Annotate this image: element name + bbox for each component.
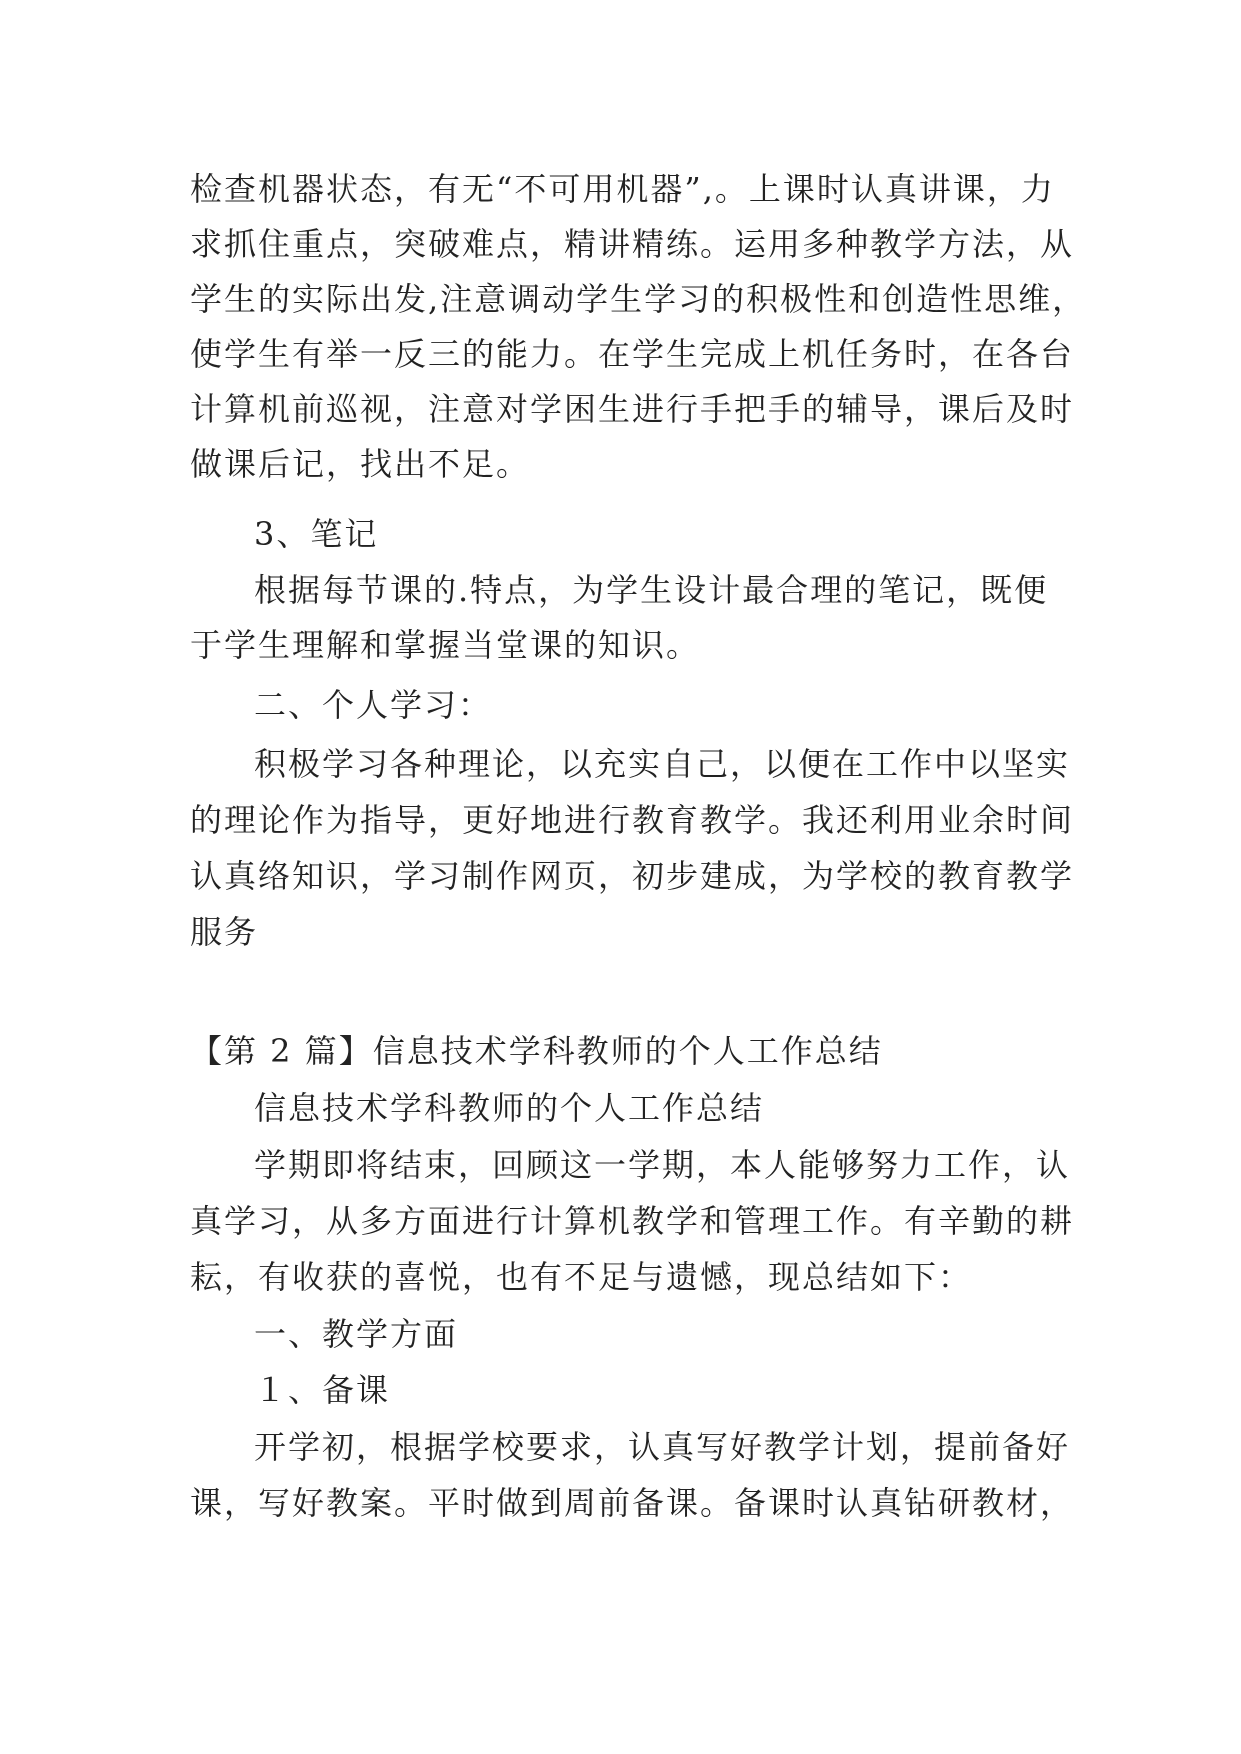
section-heading-teaching: 一、教学方面 (254, 1315, 459, 1353)
paragraph-line: 的理论作为指导，更好地进行教育教学。我还利用业余时间 (190, 801, 1075, 839)
paragraph-line: 根据每节课的.特点，为学生设计最合理的笔记，既便 (254, 571, 1049, 609)
paragraph-line: 服务 (190, 913, 259, 951)
paragraph-line: 耘，有收获的喜悦，也有不足与遗憾，现总结如下： (190, 1258, 973, 1296)
paragraph-line: 认真络知识，学习制作网页，初步建成，为学校的教育教学 (190, 857, 1075, 895)
section-heading-personal-study: 二、个人学习： (254, 686, 493, 724)
section-heading-notes: 3、笔记 (254, 515, 379, 553)
paragraph-line: 做课后记，找出不足。 (190, 445, 531, 483)
paragraph-line: 真学习，从多方面进行计算机教学和管理工作。有辛勤的耕 (190, 1202, 1075, 1240)
paragraph-line: 学生的实际出发,注意调动学生学习的积极性和创造性思维， (190, 280, 1087, 318)
paragraph-line: 计算机前巡视，注意对学困生进行手把手的辅导，课后及时 (190, 390, 1075, 428)
paragraph-line: 积极学习各种理论，以充实自己，以便在工作中以坚实 (254, 745, 1071, 783)
paragraph-line: 使学生有举一反三的能力。在学生完成上机任务时，在各台 (190, 335, 1075, 373)
paragraph-line: 课，写好教案。平时做到周前备课。备课时认真钻研教材， (190, 1484, 1075, 1522)
paragraph-line: 求抓住重点，突破难点，精讲精练。运用多种教学方法，从 (190, 225, 1075, 263)
section-heading-lesson-prep: １、备课 (254, 1371, 391, 1409)
article-title: 信息技术学科教师的个人工作总结 (254, 1089, 765, 1127)
paragraph-line: 检查机器状态，有无“不可用机器”,。上课时认真讲课，力 (190, 170, 1055, 208)
paragraph-line: 于学生理解和掌握当堂课的知识。 (190, 626, 701, 664)
article-heading: 【第 2 篇】信息技术学科教师的个人工作总结 (190, 1032, 883, 1070)
paragraph-line: 开学初，根据学校要求，认真写好教学计划，提前备好 (254, 1428, 1071, 1466)
paragraph-line: 学期即将结束，回顾这一学期，本人能够努力工作，认 (254, 1146, 1071, 1184)
